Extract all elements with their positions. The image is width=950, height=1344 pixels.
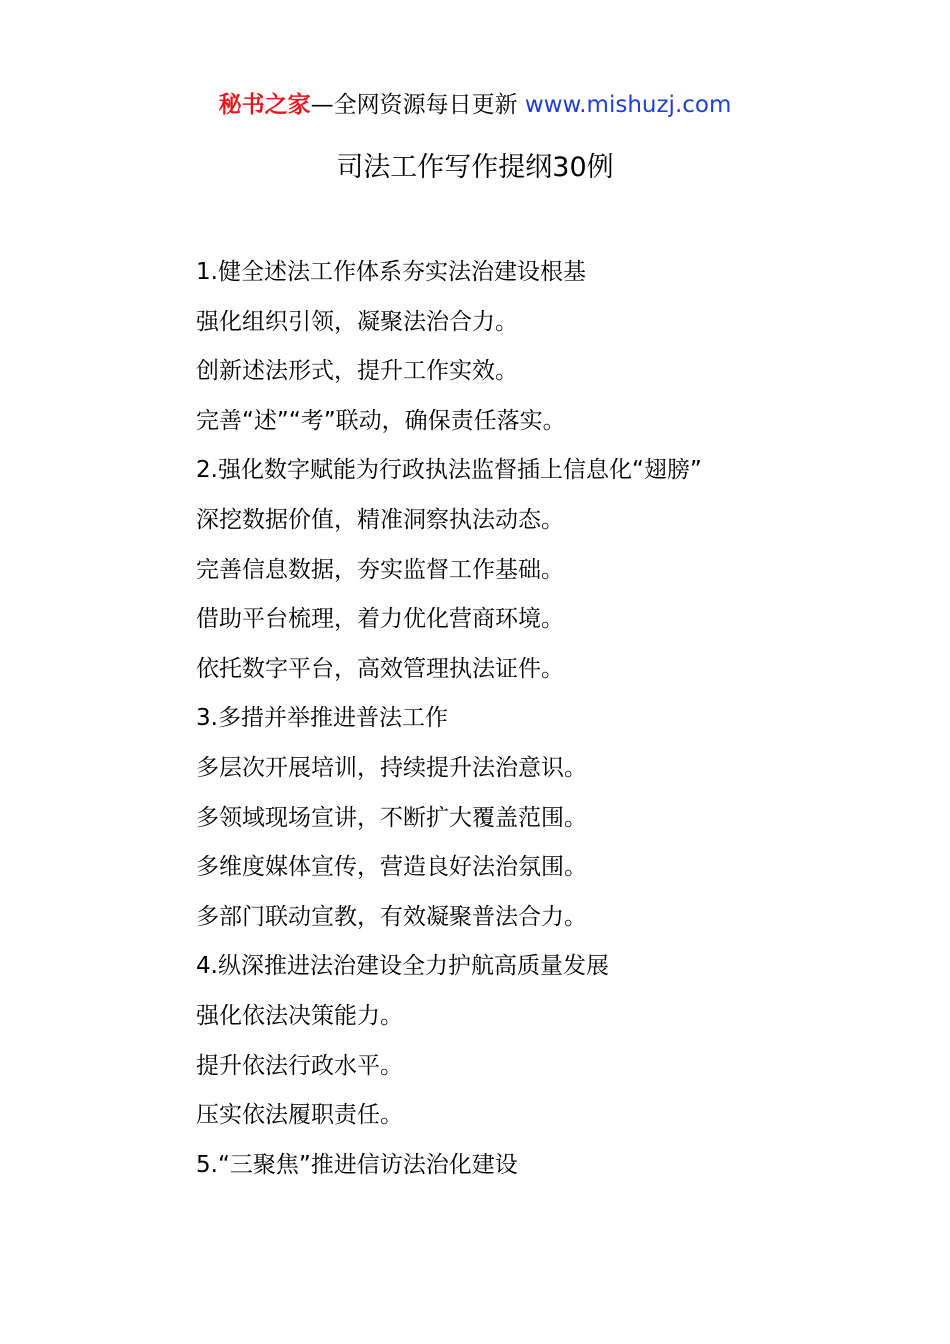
outline-line: 深挖数据价值，精准洞察执法动态。 <box>196 506 564 533</box>
outline-line: 3.多措并举推进普法工作 <box>196 705 448 732</box>
site-header <box>0 88 950 122</box>
site-url-link[interactable]: www.mishuzj.com <box>524 92 732 118</box>
outline-line: 借助平台梳理，着力优化营商环境。 <box>196 606 564 633</box>
outline-list <box>196 248 916 1190</box>
outline-line: 多领域现场宣讲，不断扩大覆盖范围。 <box>196 804 587 831</box>
outline-line: 多维度媒体宣传，营造良好法治氛围。 <box>196 854 587 881</box>
outline-line: 强化组织引领，凝聚法治合力。 <box>196 308 518 335</box>
outline-line: 1.健全述法工作体系夯实法治建设根基 <box>196 259 586 285</box>
outline-line: 提升依法行政水平。 <box>196 1052 403 1079</box>
outline-line: 多部门联动宣教，有效凝聚普法合力。 <box>196 903 587 930</box>
outline-line: 依托数字平台，高效管理执法证件。 <box>196 655 564 682</box>
outline-line: 5.“三聚焦”推进信访法治化建设 <box>196 1151 518 1178</box>
outline-line: 完善“述”“考”联动，确保责任落实。 <box>196 407 566 434</box>
header-tagline: —全网资源每日更新 <box>310 92 525 118</box>
outline-line: 强化依法决策能力。 <box>196 1002 403 1029</box>
outline-line: 多层次开展培训，持续提升法治意识。 <box>196 754 587 781</box>
outline-line: 压实依法履职责任。 <box>196 1102 403 1129</box>
outline-line: 2.强化数字赋能为行政执法监督插上信息化“翅膀” <box>196 457 702 484</box>
brand-name: 秘书之家 <box>218 92 311 118</box>
outline-line: 4.纵深推进法治建设全力护航高质量发展 <box>196 953 609 980</box>
document-title: 司法工作写作提纲30例 <box>336 152 614 183</box>
outline-line: 创新述法形式，提升工作实效。 <box>196 358 518 385</box>
outline-line: 完善信息数据，夯实监督工作基础。 <box>196 556 564 583</box>
